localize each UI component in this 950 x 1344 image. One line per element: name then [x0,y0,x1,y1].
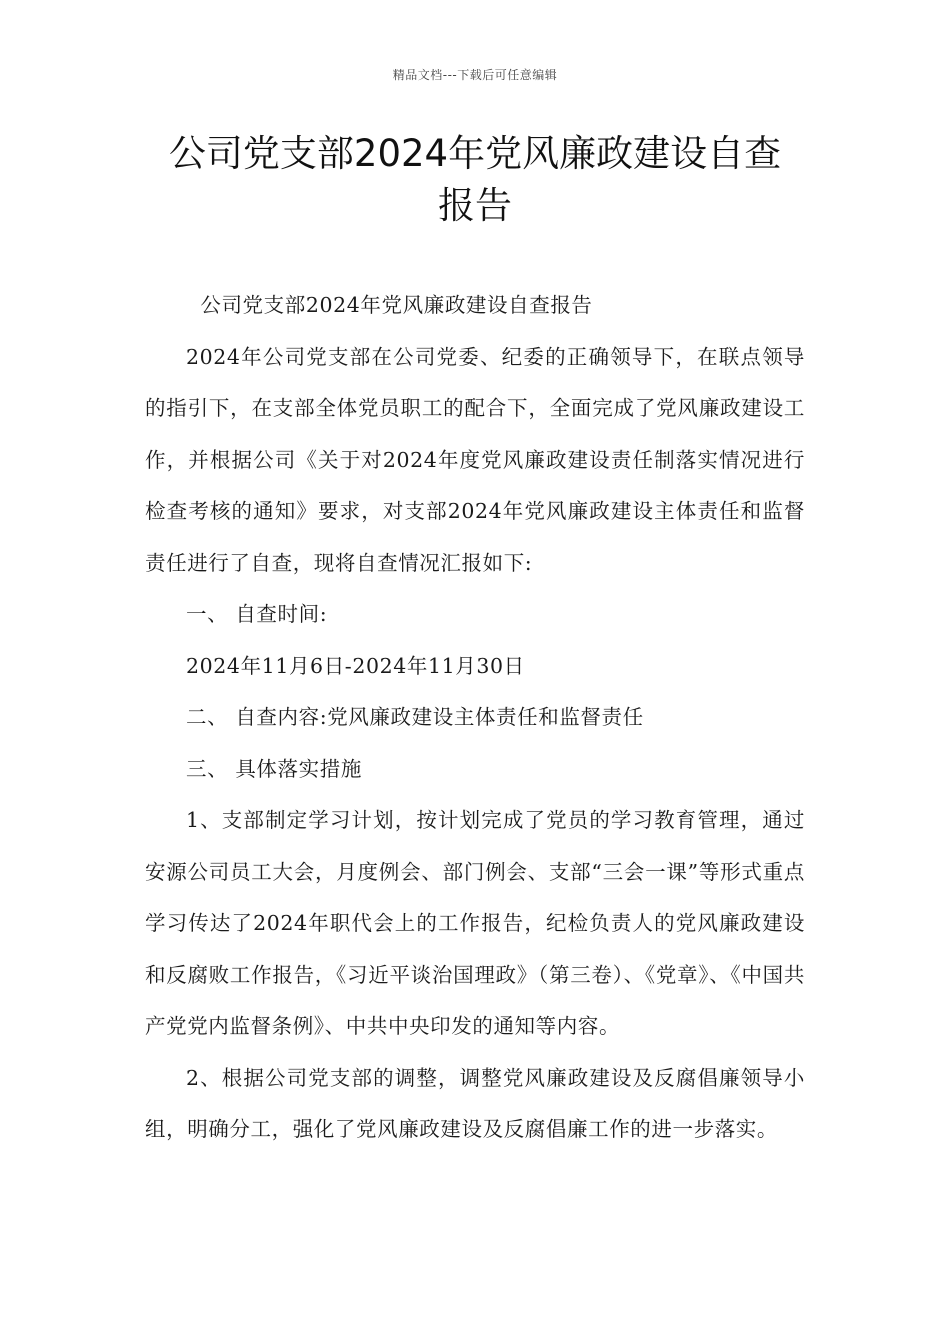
intro-paragraph: 2024年公司党支部在公司党委、纪委的正确领导下，在联点领导的指引下，在支部全体党员职工的配合下，全面完成了党风廉政建设工作，并根据公司《关于对2024年度党风廉政建设责任制落实情况进行检查考核的通知》要求，对支部2024年党风廉政建设主体责任和监督责任进行了自查，现将自查情况汇报如下: [145,344,805,575]
document-body [145,280,805,1156]
document-title [120,128,830,232]
title-line-2: 报告 [438,184,512,227]
section-heading-measures: 三、 具体落实措施 [186,756,362,781]
measure-item-1: 1、支部制定学习计划，按计划完成了党员的学习教育管理，通过安源公司员工大会，月度例会、部门例会、支部“三会一课”等形式重点学习传达了2024年职代会上的工作报告，纪检负责人的党风廉政建设和反腐败工作报告，《习近平谈治国理政》（第三卷）、《党章》、《中国共产党党内监督条例》、中共中央印发的通知等内容。 [145,808,805,1038]
page-header-note: 精品文档---下载后可任意编辑 [392,68,558,82]
section-heading-content: 二、 自查内容:党风廉政建设主体责任和监督责任 [186,705,644,729]
report-subtitle-paragraph: 公司党支部2024年党风廉政建设自查报告 [200,293,593,317]
title-line-1: 公司党支部2024年党风廉政建设自查 [168,132,782,175]
section-heading-time: 一、 自查时间: [186,602,328,626]
date-range-paragraph: 2024年11月6日-2024年11月30日 [186,653,525,678]
measure-item-2: 2、根据公司党支部的调整，调整党风廉政建设及反腐倡廉领导小组，明确分工，强化了党风廉政建设及反腐倡廉工作的进一步落实。 [145,1065,805,1141]
